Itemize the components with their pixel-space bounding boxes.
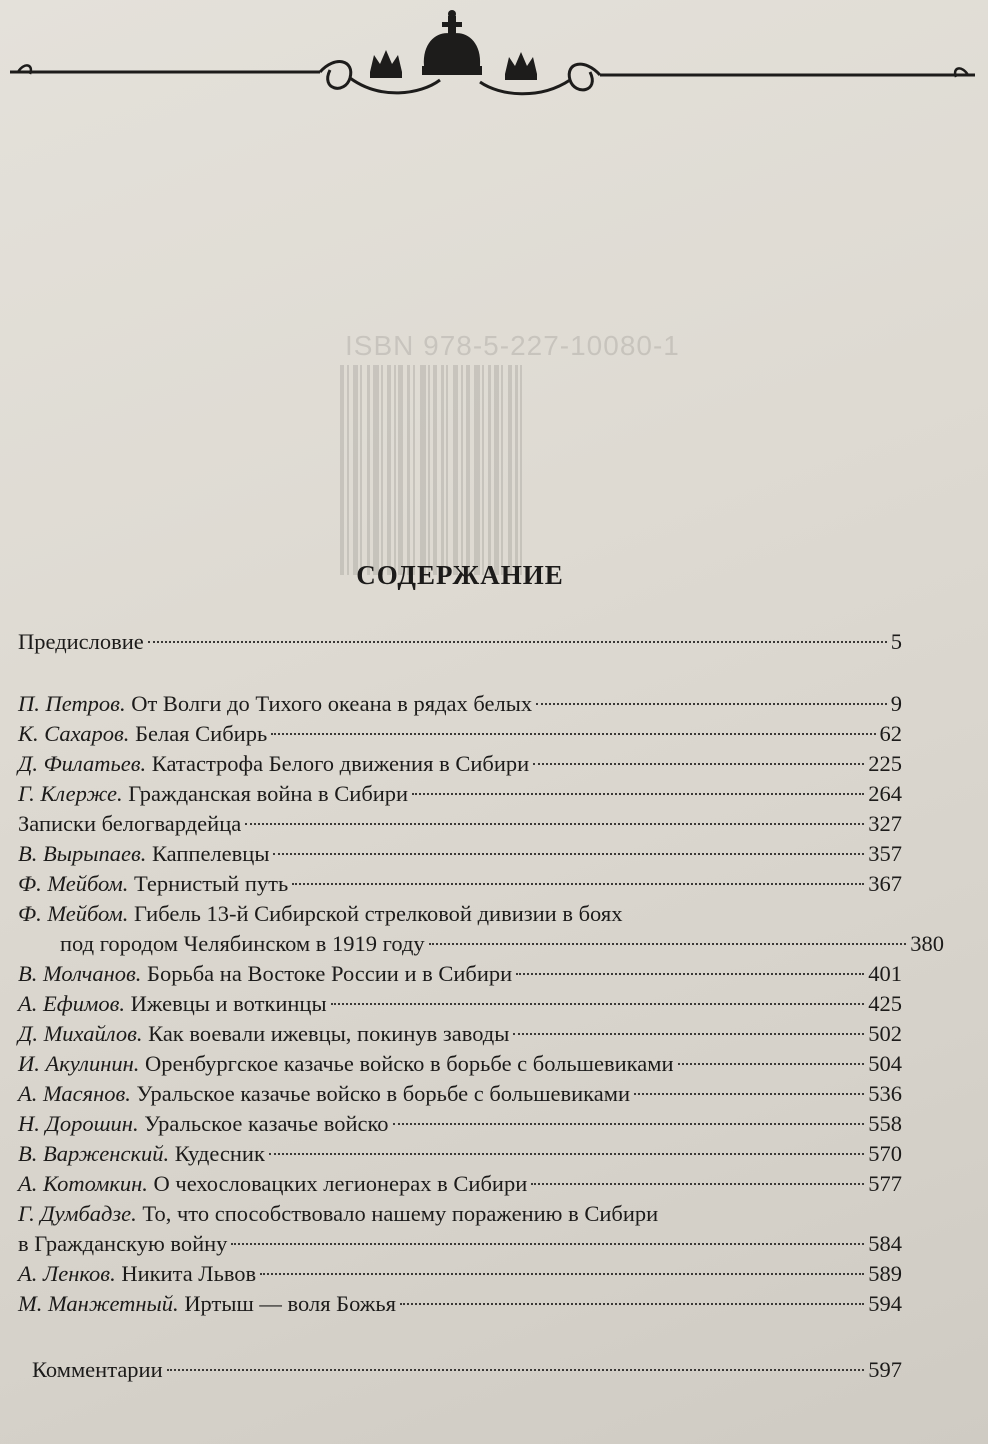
toc-entry[interactable] xyxy=(18,1199,902,1259)
table-of-contents xyxy=(18,627,944,1385)
toc-entry-title: Ижевцы и воткинцы xyxy=(130,991,327,1016)
toc-entry-page: 558 xyxy=(868,1111,902,1136)
toc-entry[interactable] xyxy=(18,1259,902,1289)
toc-entry-author: В. Вырыпаев. xyxy=(18,841,147,866)
toc-entry-title: Уральское казачье войско xyxy=(144,1111,389,1136)
toc-entry-author: Г. Думбадзе. xyxy=(18,1201,137,1226)
toc-entry[interactable] xyxy=(18,779,902,809)
toc-entry-author: К. Сахаров. xyxy=(18,721,130,746)
toc-entry-page: 589 xyxy=(868,1261,902,1286)
toc-entry-page: 264 xyxy=(868,781,902,806)
dot-leader xyxy=(412,793,864,795)
toc-entry-author: А. Масянов. xyxy=(18,1081,131,1106)
toc-entry-title: Борьба на Востоке России и в Сибири xyxy=(147,961,513,986)
toc-entry[interactable] xyxy=(18,869,902,899)
dot-leader xyxy=(393,1123,865,1125)
toc-entry[interactable] xyxy=(18,1049,902,1079)
toc-entry[interactable] xyxy=(18,839,902,869)
dot-leader xyxy=(429,943,907,945)
toc-entry[interactable] xyxy=(18,689,902,719)
toc-entry-author: Д. Михайлов. xyxy=(18,1021,143,1046)
dot-leader xyxy=(167,1369,865,1371)
dot-leader xyxy=(148,641,887,643)
toc-entry-title: Катастрофа Белого движения в Сибири xyxy=(151,751,530,776)
toc-entry-title: От Волги до Тихого океана в рядах белых xyxy=(131,691,533,716)
toc-entry-title: То, что способствовало нашему поражению в Сибири xyxy=(142,1201,659,1226)
toc-entry-page: 225 xyxy=(868,751,902,776)
dot-leader xyxy=(634,1093,864,1095)
toc-entry-page: 584 xyxy=(868,1231,902,1256)
toc-entry-title: Иртыш — воля Божья xyxy=(184,1291,396,1316)
dot-leader xyxy=(678,1063,865,1065)
toc-entry-comments[interactable] xyxy=(18,1355,902,1385)
toc-entry-title: О чехословацких легионерах в Сибири xyxy=(153,1171,528,1196)
barcode-bars-icon xyxy=(340,365,600,575)
dot-leader xyxy=(271,733,875,735)
toc-entry-page: 536 xyxy=(868,1081,902,1106)
toc-entry[interactable] xyxy=(18,1019,902,1049)
toc-entry-preface[interactable] xyxy=(18,627,902,657)
toc-entry-page: 357 xyxy=(868,841,902,866)
toc-entry-author: В. Варженский. xyxy=(18,1141,170,1166)
toc-entry-author: Ф. Мейбом. xyxy=(18,871,129,896)
toc-entry-page: 62 xyxy=(879,721,902,746)
toc-entry[interactable] xyxy=(18,989,902,1019)
toc-entry-title: Как воевали ижевцы, покинув заводы xyxy=(148,1021,510,1046)
toc-entry-title: Уральское казачье войско в борьбе с большевиками xyxy=(136,1081,631,1106)
toc-entry[interactable] xyxy=(18,1289,902,1319)
dot-leader xyxy=(273,853,864,855)
toc-entry-page: 5 xyxy=(890,629,902,654)
dot-leader xyxy=(536,703,887,705)
toc-entry-author: А. Котомкин. xyxy=(18,1171,148,1196)
toc-entry-title: Никита Львов xyxy=(121,1261,257,1286)
dot-leader xyxy=(531,1183,864,1185)
toc-entry[interactable] xyxy=(18,719,902,749)
toc-entry-author: Г. Клерже. xyxy=(18,781,123,806)
dot-leader xyxy=(513,1033,864,1035)
toc-entry-title: Гибель 13-й Сибирской стрелковой дивизии в боях xyxy=(134,901,623,926)
toc-entry-page: 577 xyxy=(868,1171,902,1196)
toc-entry-page: 327 xyxy=(868,811,902,836)
toc-entry[interactable] xyxy=(18,959,902,989)
bleed-through-barcode xyxy=(0,0,988,600)
dot-leader xyxy=(269,1153,864,1155)
toc-entry-title: Гражданская война в Сибири xyxy=(128,781,409,806)
toc-entry[interactable] xyxy=(18,1079,902,1109)
toc-entry-page: 367 xyxy=(868,871,902,896)
toc-entry-title: Оренбургское казачье войско в борьбе с большевиками xyxy=(145,1051,674,1076)
toc-entry-page: 380 xyxy=(910,931,944,956)
dot-leader xyxy=(533,763,864,765)
toc-entry-author: П. Петров. xyxy=(18,691,126,716)
toc-entry[interactable] xyxy=(18,749,902,779)
dot-leader xyxy=(292,883,864,885)
toc-entry-page: 502 xyxy=(868,1021,902,1046)
toc-entry-title: Записки белогвардейца xyxy=(18,811,242,836)
toc-entry[interactable] xyxy=(18,899,944,959)
dot-leader xyxy=(231,1243,864,1245)
toc-entry-author: Ф. Мейбом. xyxy=(18,901,129,926)
toc-entry-page: 504 xyxy=(868,1051,902,1076)
toc-entry-author: А. Ленков. xyxy=(18,1261,116,1286)
toc-entry-page: 425 xyxy=(868,991,902,1016)
toc-entry-author: Д. Филатьев. xyxy=(18,751,147,776)
toc-entry-title: Предисловие xyxy=(18,629,144,654)
toc-entry-author: В. Молчанов. xyxy=(18,961,142,986)
dot-leader xyxy=(331,1003,865,1005)
bleed-through-isbn: ISBN 978-5-227-10080-1 xyxy=(345,330,680,361)
toc-entry-author: И. Акулинин. xyxy=(18,1051,140,1076)
dot-leader xyxy=(245,823,864,825)
toc-entry-page: 9 xyxy=(890,691,902,716)
toc-entry-title: Каппелевцы xyxy=(151,841,270,866)
toc-entry-page: 594 xyxy=(868,1291,902,1316)
dot-leader xyxy=(516,973,864,975)
toc-entry[interactable] xyxy=(18,1139,902,1169)
page-title: СОДЕРЖАНИЕ xyxy=(356,560,564,590)
toc-entry-title-continuation: под городом Челябинском в 1919 году xyxy=(60,931,425,956)
toc-entry-title: Комментарии xyxy=(32,1357,163,1382)
toc-entry-title: Тернистый путь xyxy=(134,871,289,896)
toc-entry[interactable] xyxy=(18,1109,902,1139)
toc-entry-author: М. Манжетный. xyxy=(18,1291,179,1316)
toc-entry-page: 597 xyxy=(868,1357,902,1382)
toc-entry-title: Белая Сибирь xyxy=(135,721,268,746)
toc-entry-title-continuation: в Гражданскую войну xyxy=(18,1231,228,1256)
toc-entry-title: Кудесник xyxy=(174,1141,265,1166)
toc-entry-page: 401 xyxy=(868,961,902,986)
toc-entry-page: 570 xyxy=(868,1141,902,1166)
dot-leader xyxy=(260,1273,864,1275)
toc-entry-author: Н. Дорошин. xyxy=(18,1111,139,1136)
dot-leader xyxy=(400,1303,864,1305)
toc-entry[interactable] xyxy=(18,809,902,839)
toc-entry[interactable] xyxy=(18,1169,902,1199)
toc-entry-author: А. Ефимов. xyxy=(18,991,125,1016)
